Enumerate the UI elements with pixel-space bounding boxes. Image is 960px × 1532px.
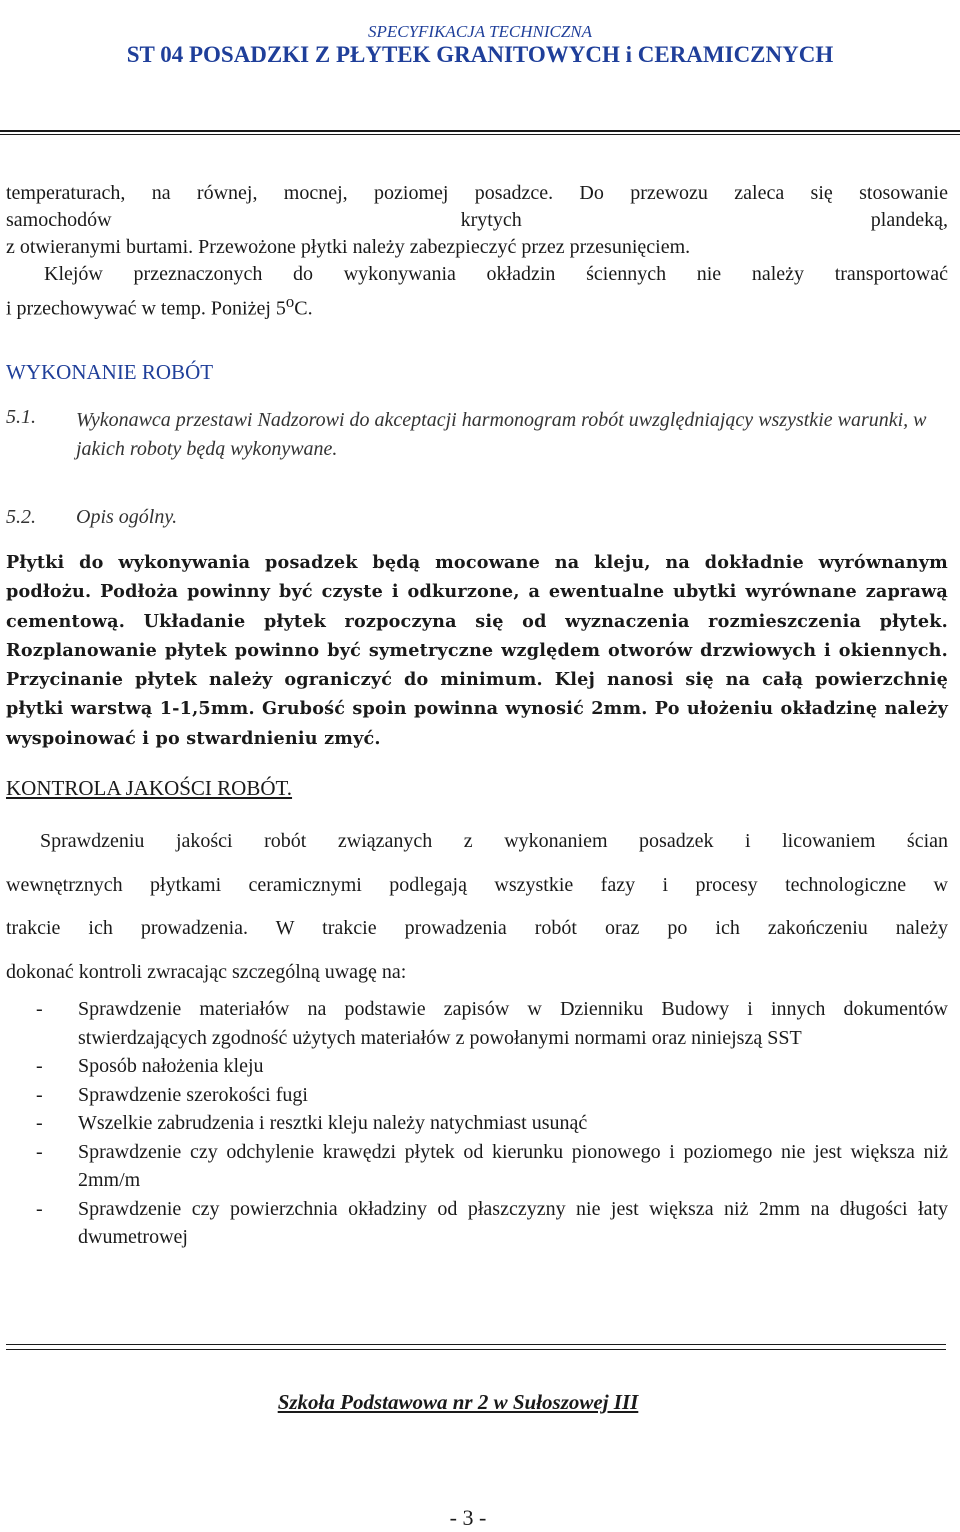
footer-school: Szkoła Podstawowa nr 2 w Sułoszowej III bbox=[277, 1390, 639, 1414]
list-item-text: Sprawdzenie szerokości fugi bbox=[78, 1083, 308, 1106]
checklist bbox=[6, 995, 948, 1252]
list-item bbox=[6, 1138, 948, 1195]
list-item bbox=[6, 1081, 948, 1110]
qc-line-1: Sprawdzeniu jakości robót związanych z wykonaniem posadzek i licowaniem ścian bbox=[40, 830, 948, 852]
intro-line-3: z otwieranymi burtami. Przewożone płytki należy zabezpieczyć przez przesunięciem. bbox=[6, 236, 691, 258]
intro-line-4: Klejów przeznaczonych do wykonywania okładzin ściennych nie należy transportować bbox=[44, 263, 948, 285]
degree-sup: o bbox=[285, 292, 295, 311]
intro-paragraph bbox=[6, 180, 948, 323]
section-5-2-number: 5.2. bbox=[6, 506, 36, 528]
section-5-1-number: 5.1. bbox=[6, 406, 36, 428]
intro-line-2: samochodów krytych plandeką, bbox=[6, 209, 948, 231]
intro-line-1: temperaturach, na równej, mocnej, poziomej posadzce. Do przewozu zaleca się stosowanie bbox=[6, 182, 948, 204]
list-dash: - bbox=[36, 1140, 43, 1163]
header-rule bbox=[0, 130, 960, 132]
list-dash: - bbox=[36, 1083, 43, 1106]
list-dash: - bbox=[36, 1055, 43, 1077]
qc-line-2: wewnętrznych płytkami ceramicznymi podlegają wszystkie fazy i procesy technologiczne w bbox=[6, 873, 948, 896]
list-dash: - bbox=[36, 1197, 43, 1220]
intro-line-5b: C. bbox=[294, 297, 313, 320]
qc-line-4: dokonać kontroli zwracając szczególną uwagę na: bbox=[6, 960, 407, 983]
intro-line-5 bbox=[6, 288, 948, 323]
footer-rule-thin bbox=[6, 1349, 946, 1350]
intro-line-5a: i przechowywać w temp. Poniżej 5 bbox=[6, 297, 286, 320]
list-dash: - bbox=[36, 998, 43, 1020]
general-description-paragraph: Płytki do wykonywania posadzek będą mocowane na kleju, na dokładnie wyrównanym podłożu. Podłoża powinny być czyste i odkurzone, a ewentualne ubytki wyrównane zaprawą cementową. Układanie płytek rozpoczyna się od wyznaczenia rozmieszczenia płytek. Rozplanowanie płytek powinno być symetryczne względem otworów drzwiowych i okiennych. Przycinanie płytek należy ograniczyć do minimum. Klej nanosi się na całą powierzchnię płytki warstwą 1-1,5mm. Grubość spoin powinna wynosić 2mm. Po ułożeniu okładzinę należy wyspoinować i po stwardnieniu zmyć. bbox=[6, 552, 948, 749]
footer-rule bbox=[6, 1344, 946, 1345]
page-number: - 3 - bbox=[449, 1505, 487, 1530]
quality-control-paragraph bbox=[6, 820, 948, 994]
section-5-1-text: Wykonawca przestawi Nadzorowi do akceptacji harmonogram robót uwzględniający wszystkie warunki, w jakich roboty będą wykonywane. bbox=[76, 409, 927, 460]
list-item-text: Wszelkie zabrudzenia i resztki kleju należy natychmiast usunąć bbox=[78, 1112, 588, 1134]
header-subtitle: SPECYFIKACJA TECHNICZNA bbox=[367, 22, 592, 41]
list-item-text: Sprawdzenie czy powierzchnia okładziny od płaszczyzny nie jest większa niż 2mm na długości łaty dwumetrowej bbox=[78, 1197, 948, 1248]
list-item-text: Sposób nałożenia kleju bbox=[78, 1055, 264, 1077]
header-rule-thin bbox=[0, 134, 960, 135]
section-5-2-text: Opis ogólny. bbox=[76, 506, 178, 528]
list-item-text: Sprawdzenie czy odchylenie krawędzi płytek od kierunku pionowego i poziomego nie jest większa niż 2mm/m bbox=[78, 1140, 948, 1191]
list-item-text: Sprawdzenie materiałów na podstawie zapisów w Dzienniku Budowy i innych dokumentów stwierdzających zgodność użytych materiałów z powołanymi normami oraz niniejszą SST bbox=[78, 998, 948, 1049]
header-title: ST 04 POSADZKI Z PŁYTEK GRANITOWYCH i CERAMICZNYCH bbox=[126, 42, 834, 67]
qc-line-3: trakcie ich prowadzenia. W trakcie prowadzenia robót oraz po ich zakończeniu należy bbox=[6, 917, 948, 939]
list-item bbox=[6, 995, 948, 1052]
quality-control-title: KONTROLA JAKOŚCI ROBÓT. bbox=[6, 776, 293, 800]
list-dash: - bbox=[36, 1112, 43, 1134]
section-title: WYKONANIE ROBÓT bbox=[6, 360, 214, 384]
list-item bbox=[6, 1052, 948, 1081]
list-item bbox=[6, 1195, 948, 1252]
list-item bbox=[6, 1109, 948, 1138]
